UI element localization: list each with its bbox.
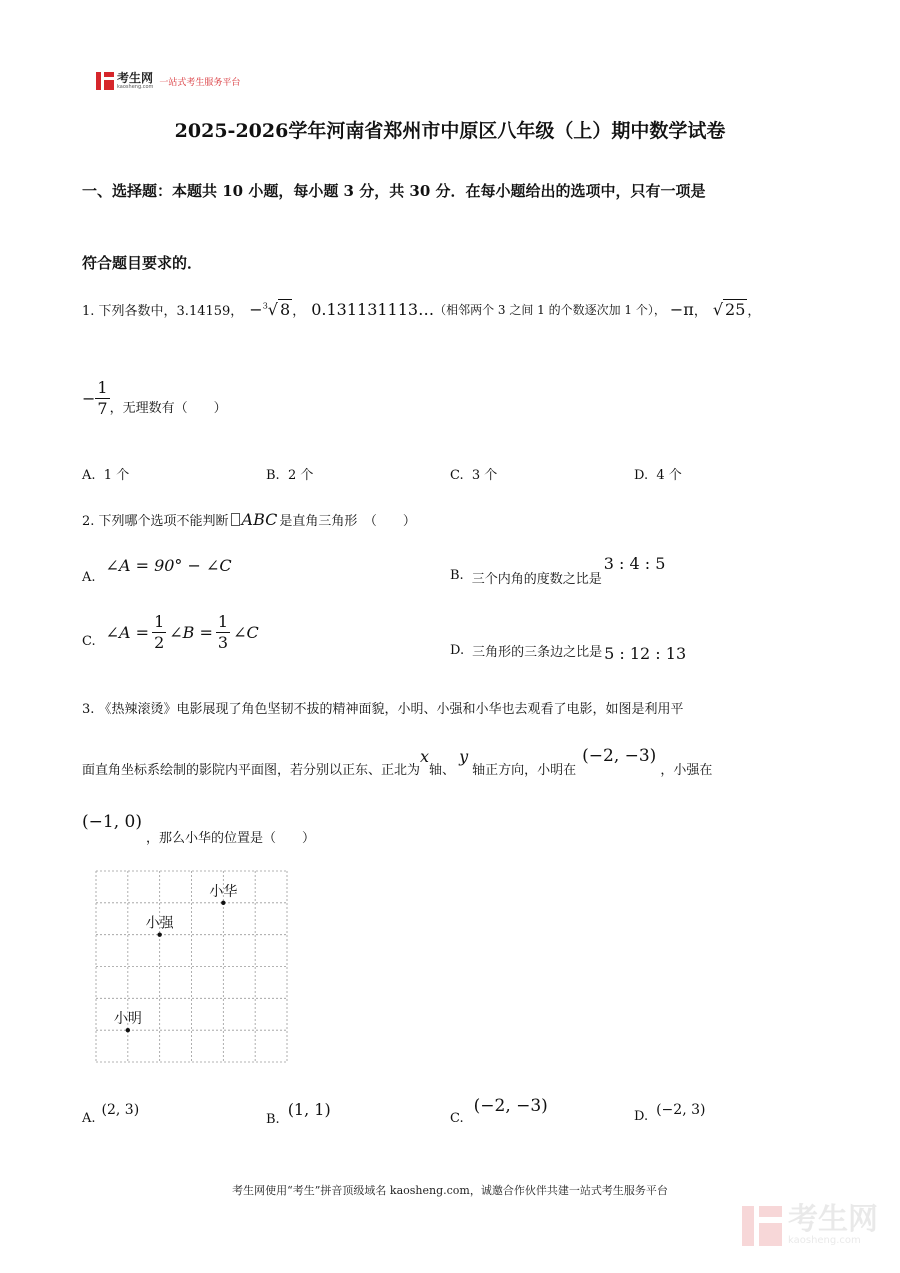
watermark-logo-icon [742,1206,782,1246]
page-title: 2025-2026学年河南省郑州市中原区八年级（上）期中数学试卷 [174,120,726,142]
q1-option-c-label: C. [450,468,464,483]
q1-option-d[interactable] [634,464,682,483]
q3-x-var: x [420,747,430,766]
q3-option-a-text: (2, 3) [101,1102,140,1118]
q3-option-d-label: D. [634,1109,649,1124]
q2-triangle-symbol-box [231,513,240,526]
q2-c-frac2-num: 1 [217,612,229,631]
seating-grid-figure [95,870,288,1063]
brand-name: 考生网 [117,71,154,85]
question-3-line3 [82,812,315,846]
q1-note: （相邻两个 3 之间 1 的个数逐次加 1 个）， [434,303,666,317]
q2-option-a[interactable] [82,556,232,585]
q1-option-a[interactable] [82,464,129,483]
q1-neg-sign: − [249,300,263,319]
q3-line2-c: 轴正方向，小明在 [472,763,577,778]
q2-option-c-frac1 [152,614,166,651]
q1-sep1: ， [292,304,306,319]
grid-point [157,932,161,936]
q2-tail: 是直角三角形 （ ） [279,514,416,529]
q2-c-frac1-den: 2 [154,633,165,652]
q3-option-c[interactable] [450,1096,548,1126]
question-3-line1: 3. 《热辣滚烫》电影展现了角色坚韧不拔的精神面貌，小明、小强和小华也去观看了电影，如图是利用平 [82,702,684,717]
q2-c-frac2-den: 3 [217,633,229,652]
q2-option-a-math: ∠A = 90° − ∠C [105,556,232,575]
q1-cube-root: −$^3$√ 8 [249,300,291,319]
q3-option-d-text: (−2, 3) [656,1102,706,1118]
grid-point-label: 小明 [113,1011,142,1028]
q1-sep3: ， [747,304,761,319]
q1-option-c[interactable] [450,464,497,483]
q3-y-var: y [459,747,469,766]
q1-option-b-label: B. [266,468,280,483]
q1-cube-index: 3 [262,301,268,311]
q1-option-c-text: 3 个 [471,468,498,483]
q2-option-c-post: ∠C [233,623,259,642]
q2-option-b-text: 三个内角的度数之比是 [471,572,602,587]
q2-option-c-frac2 [216,614,230,651]
q2-lead: 2. 下列哪个选项不能判断 [82,514,229,529]
watermark-domain: kaosheng.com [788,1235,861,1246]
q1-repeating-decimal: 0.131131113… [311,300,435,319]
brand-slogan: 一站式考生服务平台 [159,77,241,88]
q2-option-a-label: A. [82,570,96,585]
q3-line3-text: ，那么小华的位置是（ ） [145,831,315,846]
q3-option-c-label: C. [450,1111,464,1126]
q1-option-b-text: 2 个 [287,468,314,483]
watermark-name: 考生网 [788,1202,878,1237]
q1-neg-pi: −π [669,300,694,319]
q2-option-b[interactable] [450,554,666,587]
q2-option-c-mid: ∠B = [169,623,213,642]
q1-option-b[interactable] [266,464,313,483]
q1-option-d-label: D. [634,468,649,483]
q1-frac-num: 1 [97,378,108,397]
q1-option-a-label: A. [82,468,96,483]
q3-option-b-label: B. [266,1112,280,1127]
grid-point-label: 小强 [145,915,174,932]
brand-logo [96,72,240,90]
grid-point [221,901,225,905]
grid-point [126,1028,130,1032]
q2-option-c[interactable] [82,614,259,651]
q1-frac-neg: − [82,389,96,408]
q1-fraction [95,380,109,417]
q2-option-d-math: 5 : 12 : 13 [604,644,687,663]
q2-option-b-label: B. [450,568,464,583]
question-2-stem [82,510,416,529]
question-1-stem-line2 [82,380,227,417]
q1-cube-radicand: 8 [280,300,291,319]
q3-option-a[interactable] [82,1102,139,1126]
q1-sqrt: √ 25 [712,300,746,319]
q3-option-b-text: (1, 1) [287,1100,331,1119]
q1-tail: ，无理数有（ ） [109,401,227,416]
watermark [742,1202,878,1246]
q3-line2-d: ，小强在 [660,763,713,778]
q3-xiaoqiang-coord: (−1, 0) [82,812,142,832]
q2-option-d-text: 三角形的三条边之比是 [472,645,603,660]
q3-option-a-label: A. [82,1111,96,1126]
seating-grid-svg [95,870,288,1063]
q3-line2-b: 轴、 [429,763,456,778]
question-1-stem [82,300,760,319]
q1-lead: 1. 下列各数中，3.14159， [82,304,244,319]
brand-domain: kaosheng.com [117,84,154,90]
q2-c-frac1-num: 1 [154,612,165,631]
q3-option-d[interactable] [634,1102,705,1124]
q3-option-c-text: (−2, −3) [473,1096,548,1116]
q3-option-b[interactable] [266,1100,331,1127]
section-heading-line1: 一、选择题：本题共 10 小题，每小题 3 分，共 30 分．在每小题给出的选项中，只有一项是 [82,182,706,200]
grid-point-label: 小华 [209,883,238,900]
q1-sep2: ， [693,304,707,319]
q3-xiaoming-coord: (−2, −3) [582,746,657,766]
q2-option-d-label: D. [450,643,465,658]
question-3-line2 [82,746,713,778]
q2-option-c-label: C. [82,634,96,649]
section-heading-line2: 符合题目要求的． [82,254,203,272]
q3-line2-a: 面直角坐标系绘制的影院内平面图，若分别以正东、正北为 [82,763,421,778]
q2-option-d[interactable] [450,638,686,663]
q1-option-a-text: 1 个 [103,468,130,483]
q1-sqrt-radicand: 25 [725,300,746,319]
q1-option-d-text: 4 个 [656,468,682,483]
brand-logo-icon [96,72,114,90]
q2-triangle-name: ABC [241,510,278,529]
page-footer: 考生网使用“考生”拼音顶级域名 kaosheng.com，诚邀合作伙伴共建一站式考生服务平台 [232,1184,668,1197]
q2-option-c-pre: ∠A = [105,623,150,642]
q2-option-b-math: 3 : 4 : 5 [603,554,666,573]
q1-frac-den: 7 [97,399,108,418]
